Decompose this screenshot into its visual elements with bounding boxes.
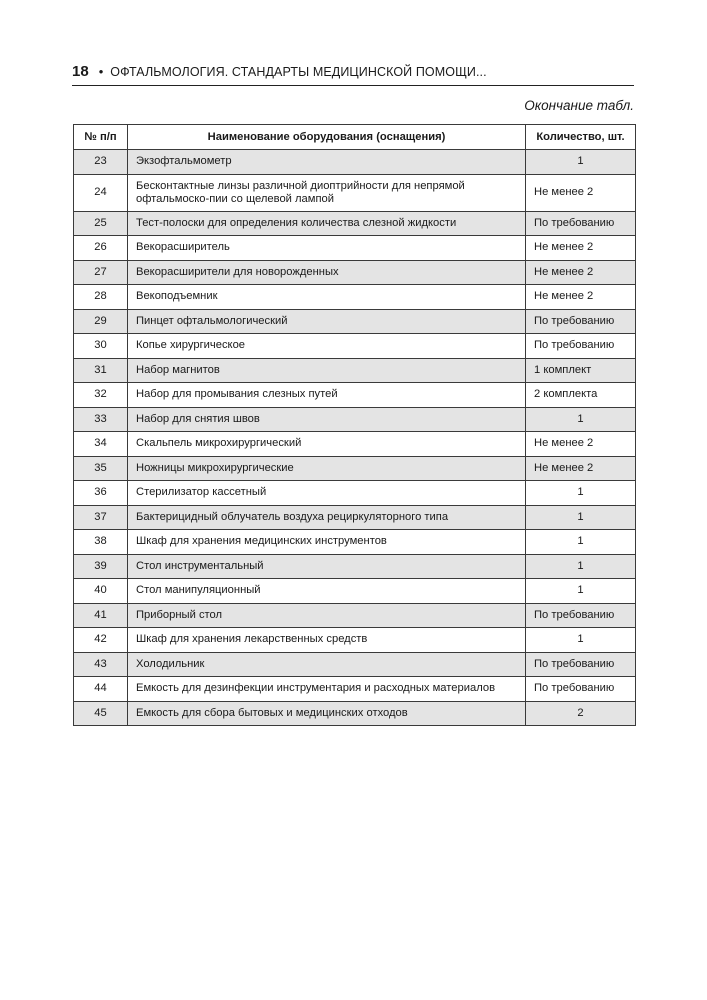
equipment-name-cell: Тест-полоски для определения количества слезной жидкости [128,211,526,236]
table-row [74,211,636,236]
row-number-cell: 32 [74,383,128,408]
table-header [74,125,636,150]
row-number-cell: 40 [74,579,128,604]
equipment-name-cell: Скальпель микрохирургический [128,432,526,457]
quantity-cell: По требованию [526,603,636,628]
row-number-cell: 25 [74,211,128,236]
running-title: ОФТАЛЬМОЛОГИЯ. СТАНДАРТЫ МЕДИЦИНСКОЙ ПОМОЩИ... [110,65,487,79]
row-number-cell: 35 [74,456,128,481]
equipment-name-cell: Векорасширитель [128,236,526,261]
equipment-table [73,124,636,726]
quantity-cell: 1 [526,554,636,579]
row-number-cell: 43 [74,652,128,677]
column-header-quantity: Количество, шт. [526,125,636,150]
table-body [74,150,636,726]
equipment-name-cell: Емкость для сбора бытовых и медицинских отходов [128,701,526,726]
row-number-cell: 26 [74,236,128,261]
row-number-cell: 29 [74,309,128,334]
row-number-cell: 28 [74,285,128,310]
quantity-cell: Не менее 2 [526,456,636,481]
quantity-cell: 2 комплекта [526,383,636,408]
row-number-cell: 44 [74,677,128,702]
quantity-cell: 1 [526,579,636,604]
page-header [72,63,634,86]
table-row [74,701,636,726]
equipment-name-cell: Бактерицидный облучатель воздуха рециркуляторного типа [128,505,526,530]
row-number-cell: 41 [74,603,128,628]
equipment-name-cell: Копье хирургическое [128,334,526,359]
equipment-name-cell: Векорасширители для новорожденных [128,260,526,285]
quantity-cell: По требованию [526,334,636,359]
row-number-cell: 33 [74,407,128,432]
equipment-name-cell: Стол инструментальный [128,554,526,579]
quantity-cell: По требованию [526,309,636,334]
table-row [74,309,636,334]
quantity-cell: Не менее 2 [526,260,636,285]
table-row [74,456,636,481]
equipment-name-cell: Холодильник [128,652,526,677]
table-row [74,407,636,432]
quantity-cell: Не менее 2 [526,174,636,211]
equipment-name-cell: Стерилизатор кассетный [128,481,526,506]
table-row [74,285,636,310]
equipment-name-cell: Стол манипуляционный [128,579,526,604]
quantity-cell: 2 [526,701,636,726]
row-number-cell: 38 [74,530,128,555]
row-number-cell: 34 [74,432,128,457]
equipment-name-cell: Набор для снятия швов [128,407,526,432]
column-header-name: Наименование оборудования (оснащения) [128,125,526,150]
equipment-name-cell: Пинцет офтальмологический [128,309,526,334]
quantity-cell: Не менее 2 [526,236,636,261]
quantity-cell: 1 [526,150,636,175]
equipment-name-cell: Емкость для дезинфекции инструментария и расходных материалов [128,677,526,702]
row-number-cell: 31 [74,358,128,383]
table-row [74,505,636,530]
table-row [74,236,636,261]
equipment-name-cell: Ножницы микрохирургические [128,456,526,481]
quantity-cell: По требованию [526,652,636,677]
row-number-cell: 30 [74,334,128,359]
table-row [74,603,636,628]
row-number-cell: 37 [74,505,128,530]
table-row [74,481,636,506]
equipment-name-cell: Набор для промывания слезных путей [128,383,526,408]
table-row [74,432,636,457]
table-row [74,677,636,702]
quantity-cell: 1 [526,628,636,653]
quantity-cell: По требованию [526,677,636,702]
table-row [74,383,636,408]
table-row [74,260,636,285]
table-row [74,579,636,604]
equipment-name-cell: Шкаф для хранения медицинских инструментов [128,530,526,555]
row-number-cell: 45 [74,701,128,726]
table-caption: Окончание табл. [524,98,634,113]
row-number-cell: 42 [74,628,128,653]
quantity-cell: Не менее 2 [526,432,636,457]
quantity-cell: 1 комплект [526,358,636,383]
column-header-number: № п/п [74,125,128,150]
equipment-name-cell: Приборный стол [128,603,526,628]
quantity-cell: 1 [526,481,636,506]
equipment-name-cell: Набор магнитов [128,358,526,383]
table-row [74,358,636,383]
quantity-cell: По требованию [526,211,636,236]
table-row [74,174,636,211]
equipment-name-cell: Шкаф для хранения лекарственных средств [128,628,526,653]
row-number-cell: 23 [74,150,128,175]
table-row [74,554,636,579]
row-number-cell: 36 [74,481,128,506]
row-number-cell: 39 [74,554,128,579]
header-row [74,125,636,150]
table-row [74,334,636,359]
table-row [74,150,636,175]
quantity-cell: Не менее 2 [526,285,636,310]
row-number-cell: 27 [74,260,128,285]
table-row [74,652,636,677]
equipment-name-cell: Бесконтактные линзы различной диоптрийности для непрямой офтальмоско-пии со щелевой лампой [128,174,526,211]
row-number-cell: 24 [74,174,128,211]
page-number: 18 [72,63,89,80]
bullet-separator: • [98,64,104,79]
equipment-name-cell: Экзофтальмометр [128,150,526,175]
equipment-name-cell: Векоподъемник [128,285,526,310]
quantity-cell: 1 [526,530,636,555]
table-row [74,530,636,555]
quantity-cell: 1 [526,505,636,530]
quantity-cell: 1 [526,407,636,432]
table-row [74,628,636,653]
